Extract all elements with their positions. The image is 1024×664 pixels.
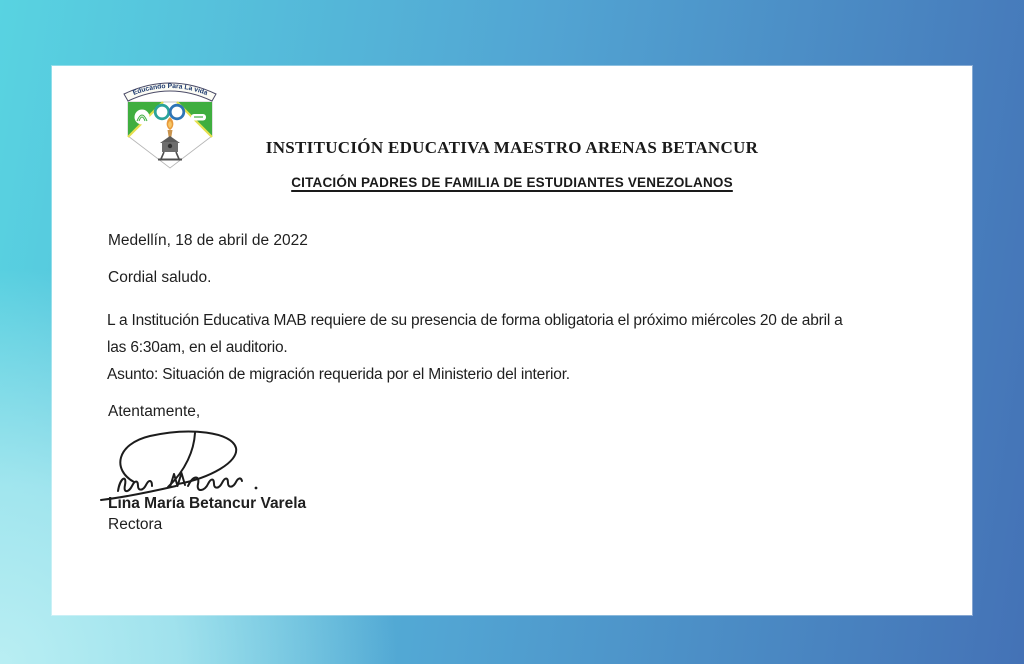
institution-title: INSTITUCIÓN EDUCATIVA MAESTRO ARENAS BETANCUR (265, 138, 759, 157)
salutation-line: Cordial saludo. (108, 269, 212, 286)
letter-page (52, 66, 972, 615)
letter-body (107, 307, 843, 388)
letter-body-line-1: L a Institución Educativa MAB requiere de su presencia de forma obligatoria el próximo miércoles 20 de abril a (107, 312, 843, 329)
signatory-role: Rectora (108, 516, 163, 533)
closing-line: Atentamente, (108, 403, 201, 420)
date-line: Medellín, 18 de abril de 2022 (108, 232, 308, 249)
handwritten-signature (98, 428, 288, 503)
letter-body-line-3: Asunto: Situación de migración requerida por el Ministerio del interior. (107, 366, 570, 383)
signatory-name: Lina María Betancur Varela (108, 495, 307, 512)
letter-body-line-2: las 6:30am, en el auditorio. (107, 339, 288, 356)
crest-banner-text: Educando Para La vida (132, 82, 209, 98)
letter-subject-heading: CITACIÓN PADRES DE FAMILIA DE ESTUDIANTES VENEZOLANOS (291, 175, 733, 190)
